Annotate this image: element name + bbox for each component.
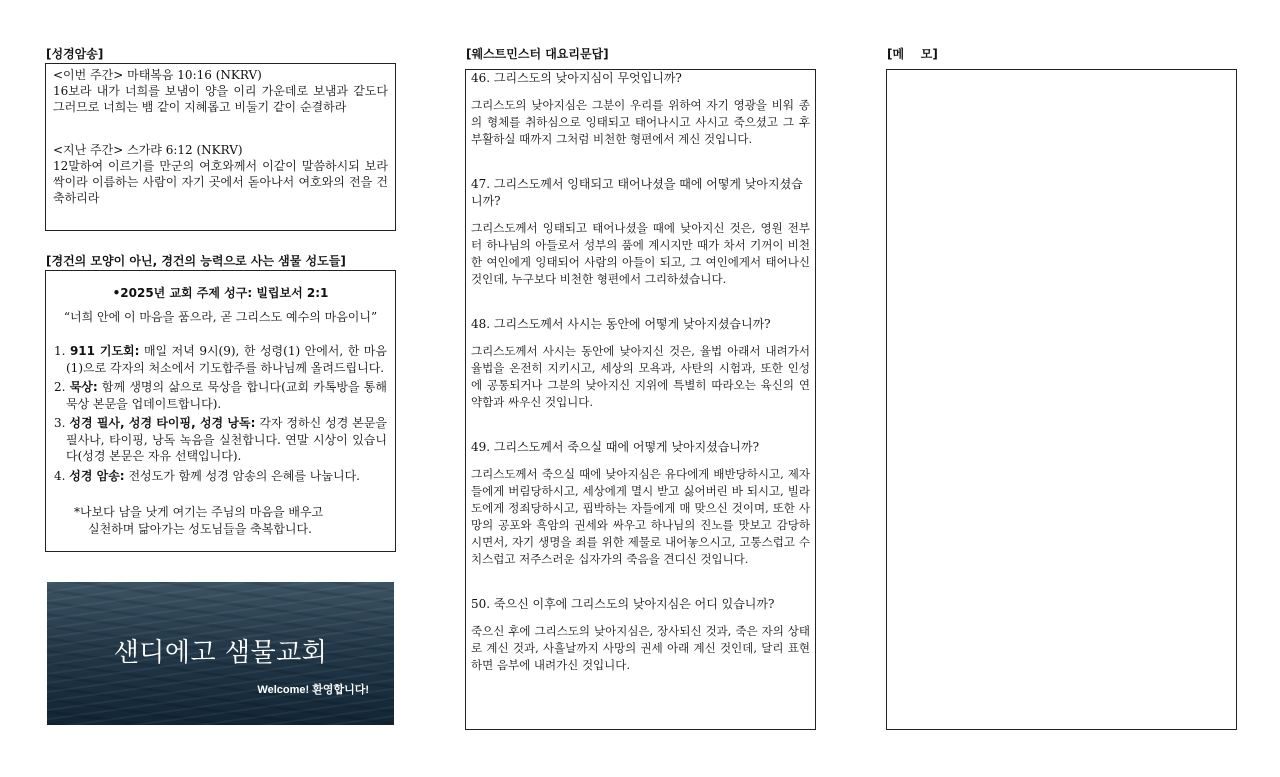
list-item: 4. 성경 암송: 전성도가 함께 성경 암송의 은혜를 나눕니다. [54,468,360,483]
banner-title: 샌디에고 샘물교회 [113,638,328,668]
qa-item [471,439,810,568]
question: 48. 그리스도께서 사시는 동안에 어떻게 낮아지셨습니까? [471,317,771,331]
question: 47. 그리스도께서 잉태되고 태어나셨을 때에 어떻게 낮아지셨습니까? [471,177,803,208]
list-item: 2. 묵상: 함께 생명의 삶으로 묵상을 합니다(교회 카톡방을 통해 묵상 본문을 업데이트합니다). [54,380,387,411]
last-week-line [53,142,388,158]
answer: 그리스도께서 잉태되고 태어나셨을 때에 낮아지신 것은, 영원 전부터 하나님의 아들로서 성부의 품에 계시지만 때가 차서 기꺼이 비천한 여인에게 잉태되어 사람의 아들이 되고, 그 여인에게서 태어나신 것인데, 누구보다 비천한 형편에서 그리하셨습니다. [471,221,810,286]
theme-title: •2025년 교회 주제 성구: 빌립보서 2:1 [112,286,329,300]
answer: 죽으신 후에 그리스도의 낮아지심은, 장사되신 것과, 죽은 자의 상태로 계신 것과, 사흘날까지 사망의 권세 아래 계신 것인데, 달리 표현하면 음부에 내려가신 것입니다. [471,624,810,672]
list-item: 1. 911 기도회: 매일 저녁 9시(9), 한 성령(1) 안에서, 한 마음(1)으로 각자의 처소에서 기도합주를 하나님께 올려드립니다. [54,344,387,375]
theme-header: [경건의 모양이 아닌, 경건의 능력으로 사는 샘물 성도들] [46,254,346,268]
qa-item [471,176,810,288]
catechism-box [465,69,816,730]
closing-line-1: *나보다 남을 낫게 여기는 주님의 마음을 배우고 [74,505,324,519]
catechism-header: [웨스트민스터 대요리문답] [466,47,609,61]
this-week-verse: 16보라 내가 너희를 보냄이 양을 이리 가운데로 보냄과 같도다 그러므로 너희는 뱀 같이 지혜롭고 비둘기 같이 순결하라 [53,84,388,114]
last-week-ref: 스가랴 6:12 (NKRV) [123,143,243,157]
church-banner [47,582,394,725]
last-week-label: <지난 주간> [53,143,124,157]
last-week-verse: 12말하여 이르기를 만군의 여호와께서 이같이 말씀하시되 보라 싹이라 이름하는 사람이 자기 곳에서 돋아나서 여호와의 전을 건축하리라 [53,159,388,205]
theme-box [45,270,396,552]
answer: 그리스도께서 죽으실 때에 낮아지심은 유다에게 배반당하시고, 제자들에게 버림당하시고, 세상에게 멸시 받고 싫어버린 바 되시고, 빌라도에게 정죄당하시고, 핍박하는 자들에게 매 맞으신 것이며, 또한 사망의 공포와 흑암의 권세와 싸우고 하나님의 진노를 맛보고 감당하시면서, 자기 생명을 죄를 위한 제물로 내어놓으시고, 고통스럽고 수치스럽고 저주스러운 십자가의 죽음을 견디신 것입니다. [471,467,810,566]
this-week-line [53,67,388,83]
qa-item [471,70,810,148]
memo-header: [메 모] [887,47,938,61]
question: 46. 그리스도의 낮아지심이 무엇입니까? [471,71,682,85]
banner-welcome: Welcome! 환영합니다! [257,684,369,696]
closing-blessing [54,504,387,537]
this-week-ref: 마태복음 10:16 (NKRV) [123,68,262,82]
qa-item [471,596,810,674]
qa-item [471,316,810,411]
theme-verse: “너희 안에 이 마음을 품으라, 곧 그리스도 예수의 마음이니” [63,309,378,324]
memo-box [886,69,1237,730]
this-week-label: <이번 주간> [53,68,124,82]
answer: 그리스도께서 사시는 동안에 낮아지신 것은, 율법 아래서 내려가서 율법을 온전히 지키시고, 세상의 모욕과, 사탄의 시험과, 또한 인성에 공통되거나 그분의 낮아지신 지위에 특별히 따라오는 육신의 연약함과 싸우신 것입니다. [471,344,810,409]
closing-line-2: 실천하며 닮아가는 성도님들을 축복합니다. [88,521,312,536]
memorization-box [45,63,396,231]
list-item: 3. 성경 필사, 성경 타이핑, 성경 낭독: 각자 정하신 성경 본문을 필사나, 타이핑, 낭독 녹음을 실천합니다. 연말 시상이 있습니다(성경 본문은 자유 선택입니다). [54,416,387,463]
question: 50. 죽으신 이후에 그리스도의 낮아지심은 어디 있습니까? [471,597,775,611]
question: 49. 그리스도께서 죽으실 때에 어떻게 낮아지셨습니까? [471,440,760,454]
practice-list [54,343,387,484]
memorization-header: [성경암송] [46,47,104,61]
answer: 그리스도의 낮아지심은 그분이 우리를 위하여 자기 영광을 비워 종의 형체를 취하심으로 잉태되고 태어나시고 사시고 죽으셨고 그 후 부활하실 때까지 그처럼 비천한 형편에서 계신 것입니다. [471,98,810,146]
